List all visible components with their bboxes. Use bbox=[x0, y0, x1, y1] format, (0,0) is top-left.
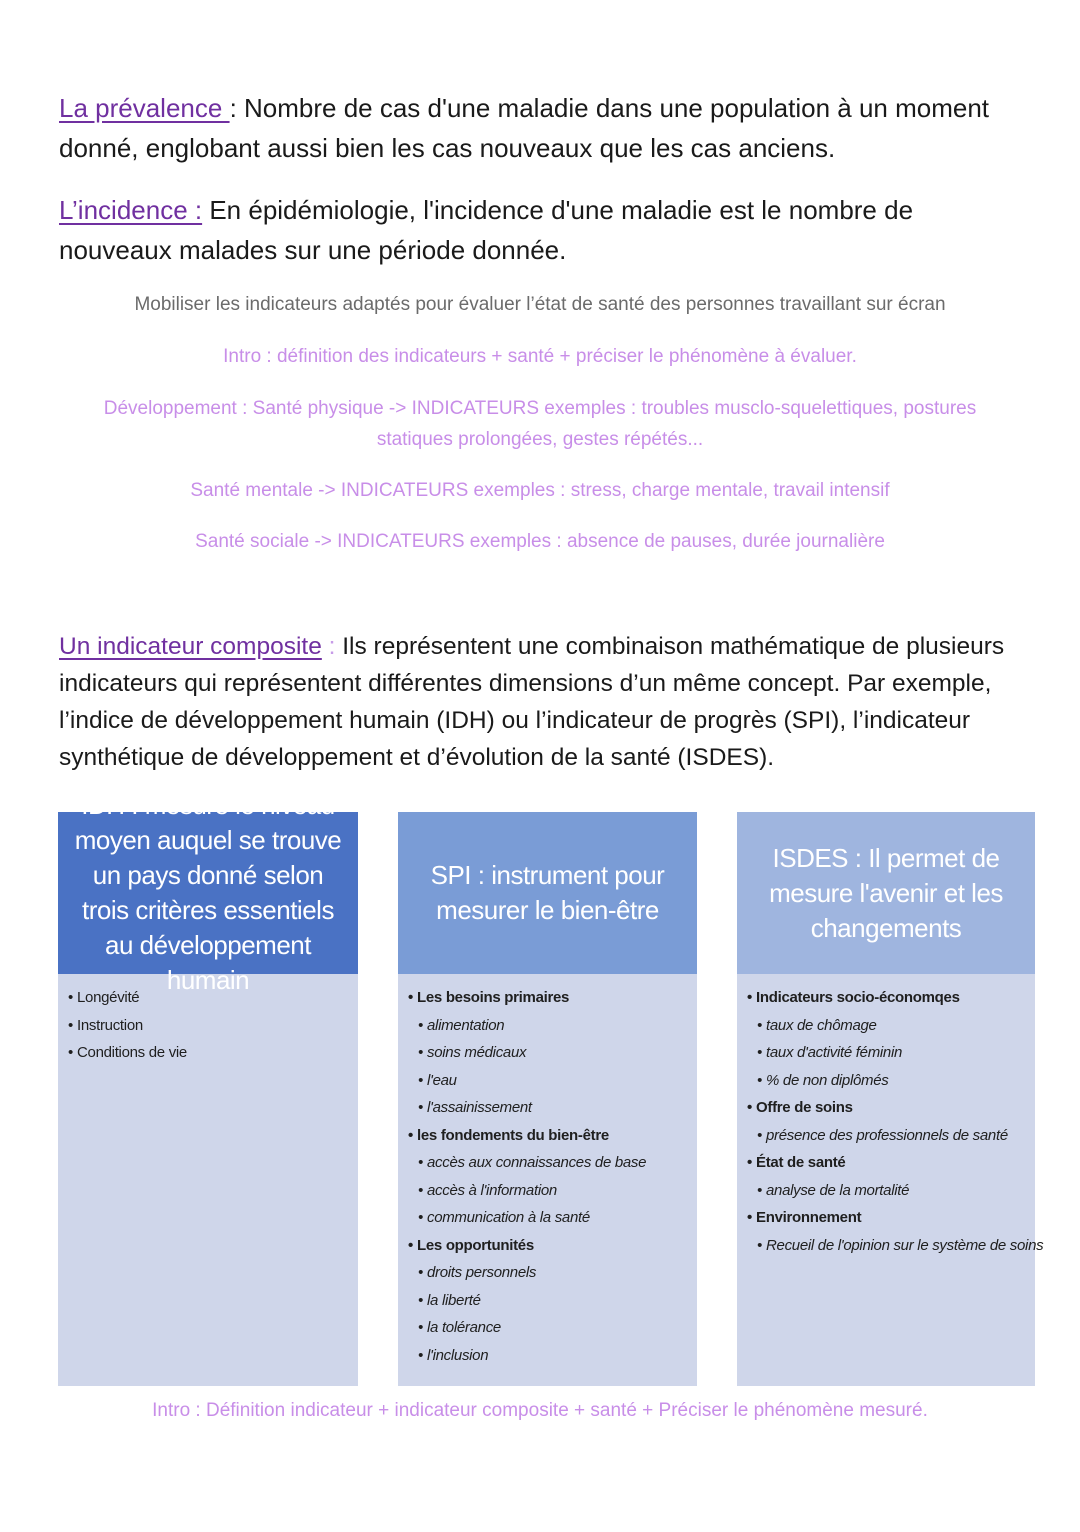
list-item: • % de non diplômés bbox=[757, 1071, 889, 1089]
list-item: • analyse de la mortalité bbox=[757, 1181, 910, 1199]
footer-intro: Intro : Définition indicateur + indicateur composite + santé + Préciser le phénomène mesuré. bbox=[152, 1400, 928, 1421]
list-item: • Les opportunités bbox=[408, 1236, 534, 1254]
list-item: • Longévité bbox=[68, 989, 140, 1006]
spi-card-list bbox=[398, 974, 697, 1369]
list-item: • droits personnels bbox=[418, 1264, 537, 1281]
list-item: • communication à la santé bbox=[418, 1209, 590, 1226]
task-social-health: Santé sociale -> INDICATEURS exemples : absence de pauses, durée journalière bbox=[195, 531, 885, 552]
list-item: • taux de chômage bbox=[757, 1016, 877, 1034]
composite-term: Un indicateur composite bbox=[59, 633, 322, 660]
task-intro: Intro : définition des indicateurs + santé + préciser le phénomène à évaluer. bbox=[223, 346, 857, 367]
list-item: • Instruction bbox=[68, 1016, 143, 1034]
list-item: • Conditions de vie bbox=[68, 1044, 187, 1061]
spi-card bbox=[398, 812, 697, 1386]
list-item: • l'assainissement bbox=[418, 1099, 532, 1116]
list-item: • la liberté bbox=[418, 1291, 481, 1309]
list-item: • l'eau bbox=[418, 1071, 457, 1089]
list-item: • Recueil de l'opinion sur le système de soins bbox=[757, 1236, 1044, 1254]
list-item: • Offre de soins bbox=[747, 1099, 853, 1116]
list-item: • les fondements du bien-être bbox=[408, 1126, 609, 1144]
list-item: • la tolérance bbox=[418, 1319, 501, 1336]
task-mental-health: Santé mentale -> INDICATEURS exemples : stress, charge mentale, travail intensif bbox=[190, 480, 890, 501]
task-development-2: statiques prolongées, gestes répétés... bbox=[376, 429, 704, 450]
composite-separator: : bbox=[321, 633, 343, 660]
prevalence-text: : Nombre de cas d'une maladie dans une population à un moment donné, englobant aussi bien les cas nouveaux que les cas anciens. bbox=[59, 93, 990, 163]
incidence-text: En épidémiologie, l'incidence d'une maladie est le nombre de nouveaux malades sur une période donnée. bbox=[59, 195, 914, 265]
isdes-card-title: ISDES : Il permet de mesure l'avenir et les changements bbox=[737, 812, 1035, 974]
task-title: Mobiliser les indicateurs adaptés pour évaluer l’état de santé des personnes travaillant sur écran bbox=[134, 294, 946, 315]
incidence-definition bbox=[59, 190, 1029, 270]
list-item: • Environnement bbox=[747, 1209, 862, 1226]
list-item: • soins médicaux bbox=[418, 1044, 527, 1061]
list-item: • accès à l'information bbox=[418, 1181, 557, 1199]
isdes-card bbox=[737, 812, 1044, 1386]
composite-definition bbox=[59, 628, 1029, 776]
incidence-term: L’incidence : bbox=[59, 195, 203, 225]
list-item: • présence des professionnels de santé bbox=[757, 1126, 1008, 1144]
list-item: • alimentation bbox=[418, 1016, 505, 1034]
list-item: • Indicateurs socio-économqes bbox=[747, 989, 960, 1006]
list-item: • Les besoins primaires bbox=[408, 989, 570, 1006]
isdes-card-list bbox=[737, 974, 1044, 1259]
idh-card-title: IDH : mesure le niveau moyen auquel se trouve un pays donné selon trois critères essentiels au développement humain bbox=[58, 812, 358, 974]
prevalence-term: La prévalence bbox=[59, 93, 230, 123]
idh-card bbox=[58, 790, 358, 1386]
spi-card-title: SPI : instrument pour mesurer le bien-être bbox=[398, 812, 697, 974]
task-development-1: Développement : Santé physique -> INDICATEURS exemples : troubles musclo-squelettiques, postures bbox=[103, 398, 977, 419]
list-item: • État de santé bbox=[747, 1154, 846, 1171]
list-item: • taux d'activité féminin bbox=[757, 1044, 903, 1061]
list-item: • l'inclusion bbox=[418, 1346, 489, 1364]
composite-text: Ils représentent une combinaison mathématique de plusieurs indicateurs qui représentent différentes dimensions d’un même concept. Par exemple, l’indice de développement humain (IDH) ou l’indicateur de progrès (SPI), l’indicateur synthétique de développement et d’évolution de la santé (ISDES). bbox=[59, 633, 1005, 771]
prevalence-definition bbox=[59, 88, 1029, 168]
list-item: • accès aux connaissances de base bbox=[418, 1154, 647, 1171]
